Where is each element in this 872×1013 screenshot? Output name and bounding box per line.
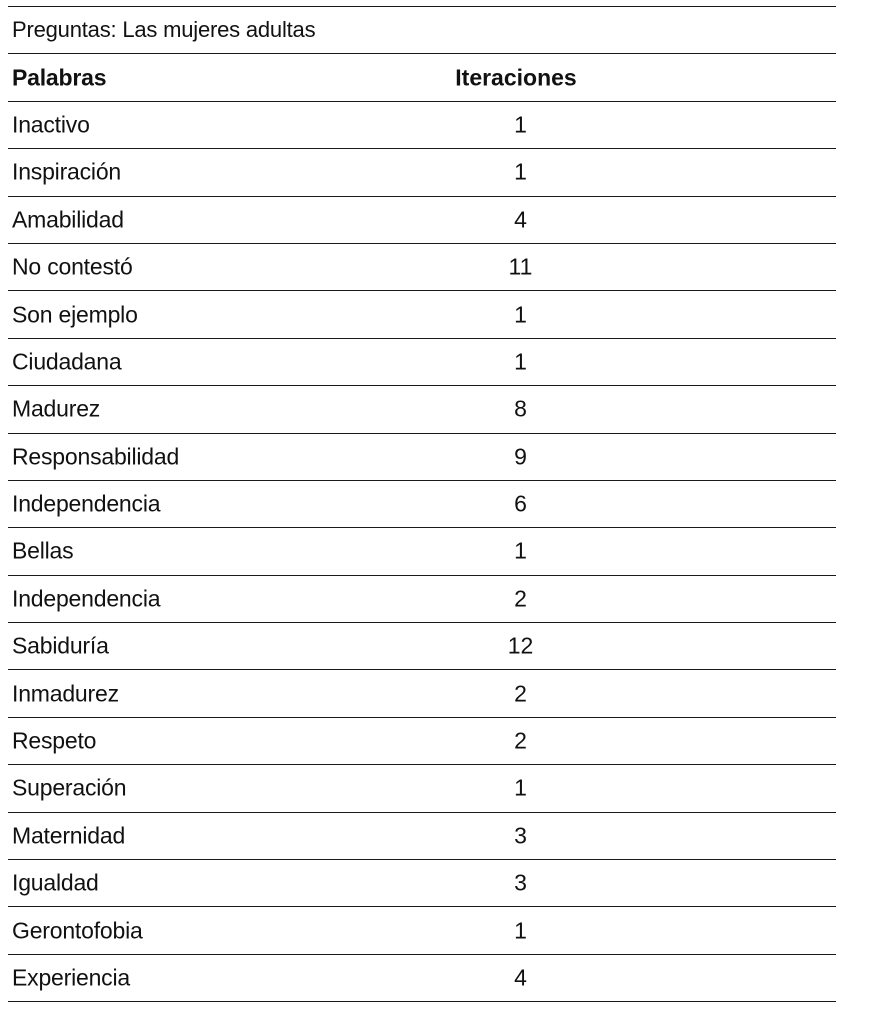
table-row xyxy=(8,386,836,433)
word-cell: Bellas xyxy=(12,537,74,564)
table-row xyxy=(8,765,836,812)
table-row xyxy=(8,813,836,860)
table-row xyxy=(8,291,836,338)
table-row xyxy=(8,197,836,244)
iterations-cell: 1 xyxy=(514,111,527,138)
iterations-cell: 1 xyxy=(514,774,527,801)
word-cell: Gerontofobia xyxy=(12,917,143,944)
iterations-cell: 1 xyxy=(514,158,527,185)
table-body xyxy=(8,102,836,1002)
word-cell: Madurez xyxy=(12,395,101,422)
word-frequency-table xyxy=(8,6,836,1002)
table-row xyxy=(8,244,836,291)
word-cell: Responsabilidad xyxy=(12,443,180,470)
caption-text: Preguntas: Las mujeres adultas xyxy=(12,17,316,43)
table-row xyxy=(8,670,836,717)
iterations-cell: 3 xyxy=(514,822,527,849)
iterations-cell: 11 xyxy=(508,253,533,280)
word-cell: Experiencia xyxy=(12,964,130,991)
iterations-cell: 8 xyxy=(514,395,527,422)
table-row xyxy=(8,528,836,575)
table-row xyxy=(8,576,836,623)
iterations-cell: 12 xyxy=(507,632,534,659)
table-row xyxy=(8,434,836,481)
iterations-cell: 9 xyxy=(514,443,527,470)
word-cell: No contestó xyxy=(12,253,133,280)
iterations-cell: 2 xyxy=(514,585,527,612)
word-cell: Independencia xyxy=(12,585,161,612)
word-cell: Inmadurez xyxy=(12,680,119,707)
word-cell: Superación xyxy=(12,774,127,801)
iterations-cell: 6 xyxy=(514,490,527,517)
word-cell: Inactivo xyxy=(12,111,90,138)
column-header-iterations: Iteraciones xyxy=(455,64,577,91)
word-cell: Son ejemplo xyxy=(12,301,138,328)
table-row xyxy=(8,339,836,386)
word-cell: Respeto xyxy=(12,727,97,754)
table-row xyxy=(8,481,836,528)
iterations-cell: 1 xyxy=(514,348,527,375)
word-cell: Sabiduría xyxy=(12,632,109,659)
table-row xyxy=(8,718,836,765)
word-cell: Amabilidad xyxy=(12,206,124,233)
word-cell: Maternidad xyxy=(12,822,126,849)
word-cell: Igualdad xyxy=(12,869,99,896)
iterations-cell: 1 xyxy=(514,537,527,564)
iterations-cell: 4 xyxy=(514,964,527,991)
table-row xyxy=(8,623,836,670)
word-cell: Inspiración xyxy=(12,158,122,185)
iterations-cell: 1 xyxy=(514,917,527,944)
column-header-words: Palabras xyxy=(12,64,107,91)
table-row xyxy=(8,907,836,954)
iterations-cell: 3 xyxy=(514,869,527,896)
iterations-cell: 2 xyxy=(514,680,527,707)
table-row xyxy=(8,955,836,1002)
table-row xyxy=(8,102,836,149)
word-cell: Ciudadana xyxy=(12,348,122,375)
table-header-row xyxy=(8,54,836,101)
iterations-cell: 2 xyxy=(514,727,527,754)
table-row xyxy=(8,860,836,907)
iterations-cell: 4 xyxy=(514,206,527,233)
table-row xyxy=(8,149,836,196)
word-cell: Independencia xyxy=(12,490,161,517)
iterations-cell: 1 xyxy=(514,301,527,328)
table-caption xyxy=(8,7,836,54)
